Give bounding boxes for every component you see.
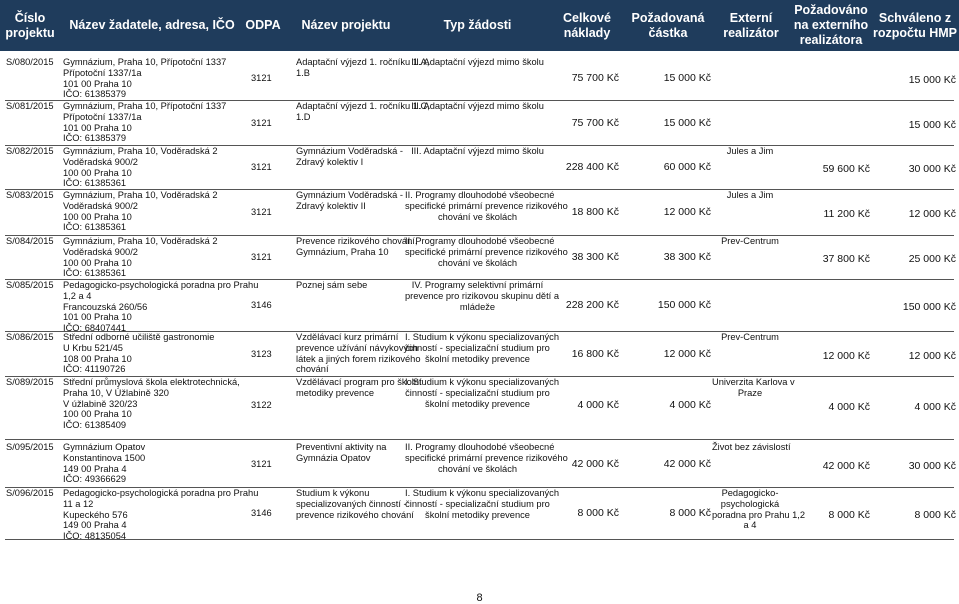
- table-row: [0, 236, 959, 280]
- applicant-info: [63, 377, 243, 431]
- applicant-info-line: Gymnázium, Praha 10, Voděradská 2: [63, 236, 218, 246]
- approved-amount: 150 000 Kč: [902, 301, 956, 313]
- total-costs: 228 400 Kč: [565, 161, 619, 173]
- applicant-info-line: 100 00 Praha 10: [63, 409, 132, 420]
- applicant-info-line: 149 00 Praha 4: [63, 520, 127, 531]
- applicant-info-line: 11 a 12: [63, 498, 94, 509]
- request-type-line: chování ve školách: [437, 211, 518, 222]
- header-approved: Schváleno z rozpočtu HMP: [872, 10, 958, 40]
- project-name: [296, 332, 421, 375]
- approved-amount: 4 000 Kč: [914, 401, 956, 413]
- project-name: [296, 190, 406, 212]
- applicant-info-line: Konstantinova 1500: [63, 452, 146, 463]
- requested-amount: 150 000 Kč: [657, 299, 711, 311]
- total-costs: 75 700 Kč: [571, 72, 619, 84]
- total-costs: 16 800 Kč: [571, 348, 619, 360]
- request-type-line: II. Programy dlouhodobé všeobecné: [405, 442, 555, 452]
- request-type: [405, 280, 560, 312]
- applicant-info: [63, 146, 243, 189]
- table-row: [0, 190, 959, 236]
- table-row: [0, 488, 959, 540]
- external-realizer-line: Univerzita Karlova v: [712, 377, 795, 387]
- project-name-line: metodiky prevence: [296, 387, 375, 398]
- applicant-info-line: Voděradská 900/2: [63, 246, 138, 257]
- project-name-line: Poznej sám sebe: [296, 280, 368, 290]
- applicant-info-line: IČO: 49366629: [63, 474, 127, 485]
- header-project-name: Název projektu: [301, 18, 391, 32]
- request-type-line: činností - specializační studium pro: [405, 387, 550, 398]
- project-name-line: látek a jiných forem rizikového: [296, 353, 421, 364]
- request-type: [405, 57, 550, 68]
- project-name-line: Prevence rizikového chování,: [296, 236, 418, 246]
- applicant-info-line: Pedagogicko-psychologická poradna pro Prahu: [63, 488, 259, 498]
- project-number: S/084/2015: [6, 236, 54, 246]
- requested-amount: 15 000 Kč: [663, 72, 711, 84]
- project-name-line: Zdravý kolektiv II: [296, 200, 366, 211]
- applicant-info-line: 108 00 Praha 10: [63, 353, 132, 364]
- request-type: [405, 442, 568, 474]
- project-number: S/085/2015: [6, 280, 54, 290]
- header-project-no: Číslo projektu: [5, 10, 55, 40]
- external-realizer-line: Pedagogicko-: [721, 488, 779, 498]
- request-type-line: mládeže: [459, 301, 496, 312]
- odpa-code: 3121: [251, 162, 272, 172]
- header-external: Externí realizátor: [723, 10, 779, 40]
- table-row: [0, 146, 959, 190]
- external-realizer: [712, 236, 788, 247]
- external-realizer-line: Prev-Centrum: [721, 236, 779, 246]
- request-type: [405, 377, 559, 409]
- applicant-info-line: U Krbu 521/45: [63, 342, 123, 353]
- applicant-info-line: IČO: 61385361: [63, 222, 127, 233]
- request-type-line: činností - specializační studium pro: [405, 342, 550, 353]
- header-total-costs: Celkové náklady: [563, 10, 611, 40]
- project-name-line: Adaptační výjezd 1. ročníku 1.A,: [296, 57, 430, 67]
- odpa-code: 3122: [251, 400, 272, 410]
- applicant-info-line: Střední odborné učiliště gastronomie: [63, 332, 215, 342]
- project-name: [296, 57, 430, 79]
- project-name-line: prevence rizikového chování: [296, 509, 414, 520]
- project-name-line: Gymnázium, Praha 10: [296, 246, 389, 257]
- applicant-info-line: 100 00 Praha 10: [63, 257, 132, 268]
- total-costs: 75 700 Kč: [571, 117, 619, 129]
- applicant-info-line: IČO: 61385361: [63, 178, 127, 189]
- requested-external: 4 000 Kč: [828, 401, 870, 413]
- project-name-line: Gymnázium Voděradská -: [296, 190, 403, 200]
- applicant-info-line: Voděradská 900/2: [63, 200, 138, 211]
- applicant-info-line: IČO: 61385379: [63, 133, 127, 144]
- odpa-code: 3121: [251, 459, 272, 469]
- total-costs: 8 000 Kč: [577, 507, 619, 519]
- external-realizer-line: poradna pro Prahu 1,2: [712, 509, 806, 520]
- odpa-code: 3121: [251, 73, 272, 83]
- table-row: [0, 280, 959, 332]
- request-type-line: IV. Programy selektivní primární: [411, 280, 544, 290]
- odpa-code: 3123: [251, 349, 272, 359]
- applicant-info-line: 100 00 Praha 10: [63, 167, 132, 178]
- table-row: [0, 377, 959, 434]
- applicant-info-line: IČO: 61385409: [63, 420, 127, 431]
- requested-amount: 42 000 Kč: [663, 458, 711, 470]
- table-row: [0, 57, 959, 101]
- project-number: S/096/2015: [6, 488, 54, 498]
- project-name: [296, 101, 430, 123]
- request-type: [405, 236, 568, 268]
- applicant-info-line: 101 00 Praha 10: [63, 122, 132, 133]
- applicant-info-line: Voděradská 900/2: [63, 156, 138, 167]
- applicant-info: [63, 57, 243, 100]
- applicant-info: [63, 280, 259, 334]
- applicant-info-line: Střední průmyslová škola elektrotechnická,: [63, 377, 240, 387]
- request-type-line: školní metodiky prevence: [425, 509, 530, 520]
- request-type-line: činností - specializační studium pro: [405, 498, 550, 509]
- applicant-info-line: 101 00 Praha 10: [63, 78, 132, 89]
- request-type: [405, 146, 550, 157]
- project-number: S/089/2015: [6, 377, 54, 387]
- applicant-info-line: Kupeckého 576: [63, 509, 128, 520]
- request-type-line: školní metodiky prevence: [425, 398, 530, 409]
- applicant-info-line: 101 00 Praha 10: [63, 312, 132, 323]
- odpa-code: 3146: [251, 300, 272, 310]
- request-type-line: II. Programy dlouhodobé všeobecné: [405, 236, 555, 246]
- request-type-line: I. Studium k výkonu specializovaných: [405, 488, 559, 498]
- project-number: S/082/2015: [6, 146, 54, 156]
- project-name-line: Zdravý kolektiv I: [296, 156, 364, 167]
- external-realizer: [712, 146, 788, 157]
- row-divider: [5, 439, 954, 440]
- approved-amount: 12 000 Kč: [908, 208, 956, 220]
- external-realizer: [712, 332, 788, 343]
- header-type: Typ žádosti: [443, 18, 512, 32]
- request-type: [405, 190, 568, 222]
- applicant-info-line: Gymnázium, Praha 10, Přípotoční 1337: [63, 101, 227, 111]
- project-number: S/095/2015: [6, 442, 54, 452]
- applicant-info-line: IČO: 41190726: [63, 364, 126, 375]
- project-name: [296, 236, 418, 258]
- project-name-line: Adaptační výjezd 1. ročníku 1.C,: [296, 101, 430, 111]
- requested-amount: 12 000 Kč: [663, 206, 711, 218]
- page-number: 8: [476, 592, 483, 604]
- requested-external: 37 800 Kč: [822, 253, 870, 265]
- request-type: [405, 488, 559, 520]
- project-name-line: Vzdělávací program pro školní: [296, 377, 422, 387]
- external-realizer-line: Praze: [737, 387, 763, 398]
- project-name-line: Studium k výkonu: [296, 488, 370, 498]
- request-type-line: III. Adaptační výjezd mimo školu: [411, 101, 544, 111]
- header-odpa: ODPA: [245, 18, 281, 32]
- applicant-info-line: IČO: 48135054: [63, 531, 127, 542]
- external-realizer-line: psychologická: [720, 498, 780, 509]
- total-costs: 228 200 Kč: [565, 299, 619, 311]
- total-costs: 38 300 Kč: [571, 251, 619, 263]
- requested-external: 11 200 Kč: [823, 208, 870, 220]
- applicant-info: [63, 488, 259, 542]
- project-name-line: Gymnázia Opatov: [296, 452, 371, 463]
- approved-amount: 15 000 Kč: [908, 119, 956, 131]
- applicant-info-line: Přípotoční 1337/1a: [63, 111, 142, 122]
- applicant-info: [63, 236, 243, 279]
- applicant-info-line: Přípotoční 1337/1a: [63, 67, 142, 78]
- request-type-line: chování ve školách: [437, 257, 518, 268]
- external-realizer-line: a 4: [743, 520, 757, 531]
- total-costs: 18 800 Kč: [571, 206, 619, 218]
- applicant-info: [63, 101, 243, 144]
- project-number: S/080/2015: [6, 57, 54, 67]
- header-requested-external: Požadováno na externího realizátora: [793, 3, 869, 47]
- approved-amount: 25 000 Kč: [908, 253, 956, 265]
- external-realizer-line: Jules a Jim: [726, 190, 774, 200]
- requested-amount: 15 000 Kč: [663, 117, 711, 129]
- request-type-line: specifické primární prevence rizikového: [405, 200, 568, 211]
- applicant-info-line: IČO: 68407441: [63, 323, 127, 334]
- project-name-line: specializovaných činností -: [296, 498, 407, 509]
- applicant-info-line: Gymnázium Opatov: [63, 442, 146, 452]
- external-realizer-line: Jules a Jim: [726, 146, 774, 156]
- external-realizer-line: Prev-Centrum: [721, 332, 779, 342]
- external-realizer: [712, 190, 788, 201]
- applicant-info-line: Pedagogicko-psychologická poradna pro Prahu: [63, 280, 259, 290]
- requested-amount: 60 000 Kč: [663, 161, 711, 173]
- approved-amount: 30 000 Kč: [908, 460, 956, 472]
- odpa-code: 3121: [251, 252, 272, 262]
- odpa-code: 3121: [251, 207, 272, 217]
- requested-amount: 4 000 Kč: [669, 399, 711, 411]
- approved-amount: 8 000 Kč: [914, 509, 956, 521]
- external-realizer: [712, 377, 795, 399]
- request-type-line: III. Adaptační výjezd mimo školu: [411, 146, 544, 156]
- project-name: [296, 442, 406, 464]
- request-type-line: III. Adaptační výjezd mimo školu: [411, 57, 544, 67]
- external-realizer: [712, 488, 806, 531]
- applicant-info-line: IČO: 61385379: [63, 89, 127, 100]
- total-costs: 42 000 Kč: [571, 458, 619, 470]
- requested-external: 12 000 Kč: [822, 350, 870, 362]
- project-name: [296, 146, 406, 168]
- requested-amount: 38 300 Kč: [663, 251, 711, 263]
- table-row: [0, 442, 959, 488]
- external-realizer: [712, 442, 791, 453]
- requested-external: 42 000 Kč: [822, 460, 870, 472]
- request-type-line: specifické primární prevence rizikového: [405, 246, 568, 257]
- applicant-info-line: 100 00 Praha 10: [63, 211, 132, 222]
- odpa-code: 3146: [251, 508, 272, 518]
- applicant-info: [63, 332, 243, 375]
- project-number: S/086/2015: [6, 332, 54, 342]
- project-name-line: 1.D: [296, 111, 311, 122]
- external-realizer-line: Život bez závislostí: [712, 442, 791, 452]
- project-name-line: Preventivní aktivity na: [296, 442, 387, 452]
- applicant-info: [63, 190, 243, 233]
- approved-amount: 15 000 Kč: [908, 74, 956, 86]
- project-number: S/083/2015: [6, 190, 54, 200]
- table-header: [0, 0, 959, 51]
- table-row: [0, 332, 959, 377]
- request-type-line: II. Programy dlouhodobé všeobecné: [405, 190, 555, 200]
- project-name-line: Gymnázium Voděradská -: [296, 146, 403, 156]
- approved-amount: 12 000 Kč: [908, 350, 956, 362]
- applicant-info-line: Gymnázium, Praha 10, Voděradská 2: [63, 190, 218, 200]
- applicant-info-line: 149 00 Praha 4: [63, 463, 127, 474]
- project-name-line: 1.B: [296, 67, 310, 78]
- applicant-info-line: IČO: 61385361: [63, 268, 127, 279]
- project-name: [296, 377, 422, 399]
- requested-external: 59 600 Kč: [822, 163, 870, 175]
- header-applicant: Název žadatele, adresa, IČO: [69, 18, 235, 32]
- requested-amount: 8 000 Kč: [669, 507, 711, 519]
- applicant-info: [63, 442, 243, 485]
- applicant-info-line: V úžlabině 320/23: [63, 398, 138, 409]
- requested-amount: 12 000 Kč: [663, 348, 711, 360]
- request-type-line: prevence pro rizikovou skupinu dětí a: [405, 290, 560, 301]
- request-type-line: I. Studium k výkonu specializovaných: [405, 332, 559, 342]
- request-type: [405, 101, 550, 112]
- request-type-line: specifické primární prevence rizikového: [405, 452, 568, 463]
- project-name-line: chování: [296, 364, 329, 375]
- project-number: S/081/2015: [6, 101, 54, 111]
- project-name: [296, 488, 414, 520]
- project-name: [296, 280, 406, 291]
- approved-amount: 30 000 Kč: [908, 163, 956, 175]
- applicant-info-line: Gymnázium, Praha 10, Voděradská 2: [63, 146, 218, 156]
- odpa-code: 3121: [251, 118, 272, 128]
- request-type-line: chování ve školách: [437, 463, 518, 474]
- applicant-info-line: Praha 10, V Úžlabině 320: [63, 387, 169, 398]
- request-type-line: I. Studium k výkonu specializovaných: [405, 377, 559, 387]
- header-requested: Požadovaná částka: [631, 10, 705, 40]
- project-name-line: Vzdělávací kurz primární: [296, 332, 399, 342]
- row-divider: [5, 539, 954, 540]
- applicant-info-line: 1,2 a 4: [63, 290, 92, 301]
- applicant-info-line: Francouzská 260/56: [63, 301, 148, 312]
- request-type-line: školní metodiky prevence: [425, 353, 530, 364]
- requested-external: 8 000 Kč: [828, 509, 870, 521]
- total-costs: 4 000 Kč: [577, 399, 619, 411]
- applicant-info-line: Gymnázium, Praha 10, Přípotoční 1337: [63, 57, 227, 67]
- table-row: [0, 101, 959, 146]
- project-name-line: prevence užívání návykových: [296, 342, 418, 353]
- request-type: [405, 332, 559, 364]
